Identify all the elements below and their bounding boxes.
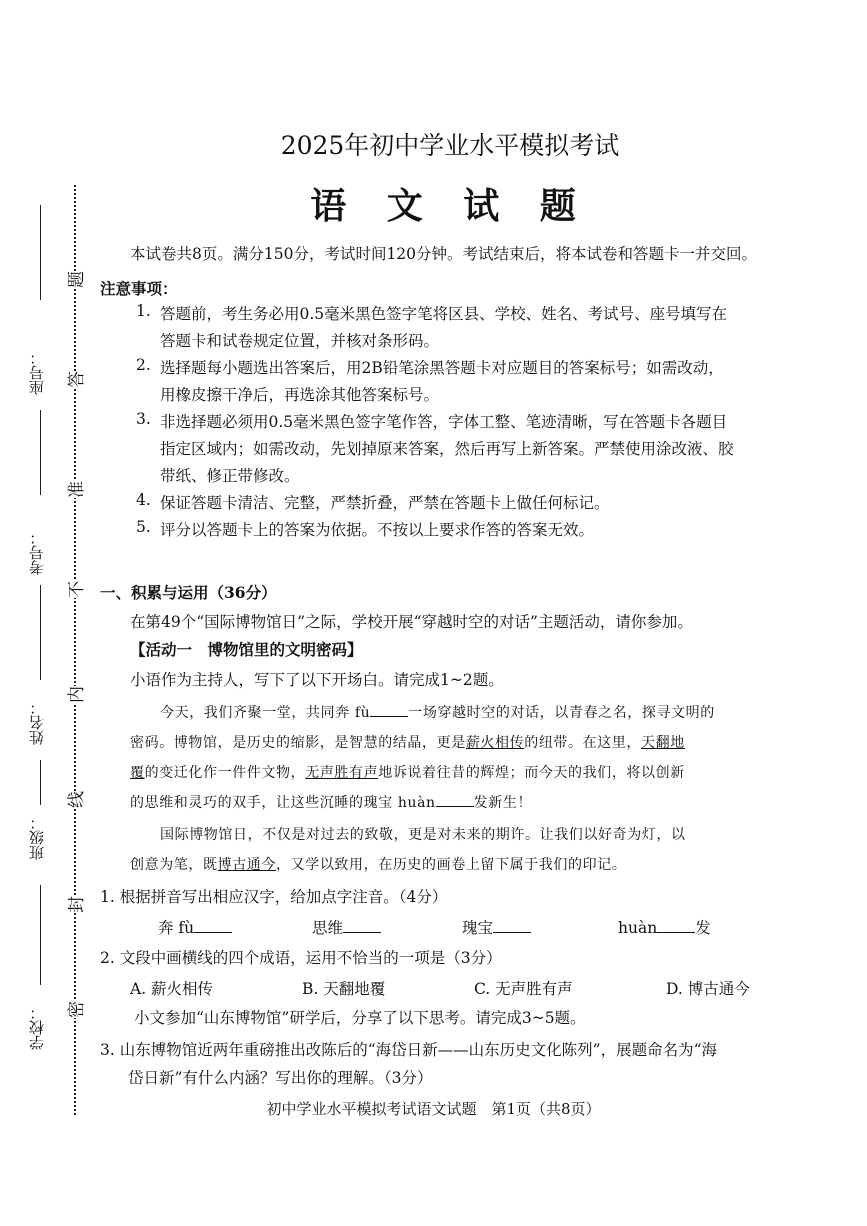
- notice-text: 保证答题卡清洁、完整，严禁折叠，严禁在答题卡上做任何标记。: [160, 494, 610, 512]
- seal-char: 线: [60, 791, 89, 808]
- q2-option-c[interactable]: C. 无声胜有声: [474, 980, 573, 998]
- answer-blank[interactable]: [657, 920, 695, 933]
- binding-margin: [22, 185, 87, 1115]
- q1-item: 瑰宝: [462, 916, 531, 938]
- notice-text: 指定区域内；如需改动，先划掉原来答案，然后再写上新答案。严禁使用涂改液、胶: [160, 440, 734, 458]
- name-field[interactable]: 姓名：: [28, 700, 46, 745]
- q2-option-a[interactable]: A. 薪火相传: [130, 980, 214, 998]
- subject-title: 语 文 试 题: [310, 185, 590, 227]
- page-footer: 初中学业水平模拟考试语文试题 第1页（共8页）: [266, 1100, 601, 1118]
- answer-blank[interactable]: [436, 794, 474, 807]
- notice-text: 选择题每小题选出答案后，用2B铅笔涂黑答题卡对应题目的答案标号；如需改动，: [160, 359, 724, 377]
- answer-blank[interactable]: [370, 704, 408, 717]
- seal-char: 内: [60, 686, 89, 703]
- seal-char: 题: [60, 271, 89, 288]
- question-1: 1. 根据拼音写出相应汉字，给加点字注音。（4分）: [100, 888, 448, 906]
- notice-text: 带纸、修正带修改。: [160, 467, 300, 485]
- answer-blank[interactable]: [493, 920, 531, 933]
- answer-blank[interactable]: [194, 920, 232, 933]
- idiom-underlined: 覆: [130, 765, 145, 781]
- notice-num: 3.: [136, 410, 151, 428]
- notice-text: 评分以答题卡上的答案为依据。不按以上要求作答的答案无效。: [160, 521, 595, 539]
- notice-text: 答题卡和试卷规定位置，并核对条形码。: [160, 332, 440, 350]
- activity-lead: 小语作为主持人，写下了以下开场白。请完成1~2题。: [130, 671, 504, 689]
- idiom-underlined: 薪火相传: [465, 735, 525, 751]
- seal-char: 答: [60, 371, 89, 388]
- notice-text: 非选择题必须用0.5毫米黑色签字笔作答，字体工整、笔迹清晰，写在答题卡各题目: [160, 413, 728, 431]
- school-field[interactable]: 学校：: [28, 1005, 46, 1050]
- seal-char: 密: [60, 1001, 89, 1018]
- q1-item: 奔 fù: [158, 916, 232, 938]
- seal-char: 准: [60, 481, 89, 498]
- question-2: 2. 文段中画横线的四个成语，运用不恰当的一项是（3分）: [100, 949, 502, 967]
- seal-char: 不: [60, 581, 89, 598]
- activity-heading: 【活动一 博物馆里的文明密码】: [130, 640, 363, 659]
- passage-line: 今天，我们齐聚一堂，共同奔 fù 一场穿越时空的对话，以青春之名，探寻文明的: [160, 705, 715, 721]
- q1-item: huàn 发: [618, 919, 711, 937]
- q2-option-b[interactable]: B. 天翻地覆: [302, 980, 386, 998]
- exam-number-field[interactable]: 考号：: [28, 530, 46, 575]
- notice-text: 用橡皮擦干净后，再选涂其他答案标号。: [160, 386, 440, 404]
- idiom-underlined: 天翻地: [641, 735, 685, 751]
- notice-num: 1.: [136, 302, 151, 320]
- q2-option-d[interactable]: D. 博古通今: [666, 980, 750, 998]
- passage-line: 密码。博物馆，是历史的缩影，是智慧的结晶，更是薪火相传的纽带。在这里，天翻地: [130, 735, 685, 751]
- passage-line: 的思维和灵巧的双手，让这些沉睡的瑰宝 huàn 发新生！: [130, 795, 533, 811]
- passage-line: 创意为笔，既博古通今，又学以致用，在历史的画卷上留下属于我们的印记。: [130, 857, 627, 873]
- seal-dotted-line: [74, 185, 76, 1115]
- notice-heading: 注意事项：: [100, 279, 178, 298]
- idiom-underlined: 博古通今: [217, 857, 277, 873]
- answer-blank[interactable]: [343, 920, 381, 933]
- question-3: 3. 山东博物馆近两年重磅推出改陈后的“海岱日新——山东历史文化陈列”，展题命名为“海: [100, 1041, 717, 1059]
- idiom-underlined: 无声胜有声: [305, 765, 379, 781]
- notice-num: 4.: [136, 491, 151, 509]
- notice-text: 答题前，考生务必用0.5毫米黑色签字笔将区县、学校、姓名、考试号、座号填写在: [160, 305, 728, 323]
- exam-title: 2025年初中学业水平模拟考试: [280, 131, 620, 160]
- section-lead: 在第49个“国际博物馆日”之际，学校开展“穿越时空的对话”主题活动，请你参加。: [130, 613, 693, 631]
- notice-num: 5.: [136, 518, 151, 536]
- seal-char: 封: [60, 896, 89, 913]
- class-field[interactable]: 班级：: [28, 815, 46, 860]
- q1-item: 思维: [312, 916, 381, 938]
- question-3-cont: 岱日新”有什么内涵？写出你的理解。（3分）: [128, 1069, 433, 1087]
- passage-line: 国际博物馆日，不仅是对过去的致敬，更是对未来的期许。让我们以好奇为灯，以: [160, 827, 686, 843]
- seat-number-field[interactable]: 座号：: [28, 350, 46, 395]
- passage-line: 覆的变迁化作一件件文物，无声胜有声地诉说着往昔的辉煌；而今天的我们，将以创新: [130, 765, 685, 781]
- section-heading: 一、积累与运用（36分）: [100, 583, 277, 602]
- notice-num: 2.: [136, 356, 151, 374]
- intro-text: 本试卷共8页。满分150分，考试时间120分钟。考试结束后，将本试卷和答题卡一并交回。: [130, 245, 758, 263]
- q3-lead: 小文参加“山东博物馆”研学后，分享了以下思考。请完成3~5题。: [134, 1009, 586, 1027]
